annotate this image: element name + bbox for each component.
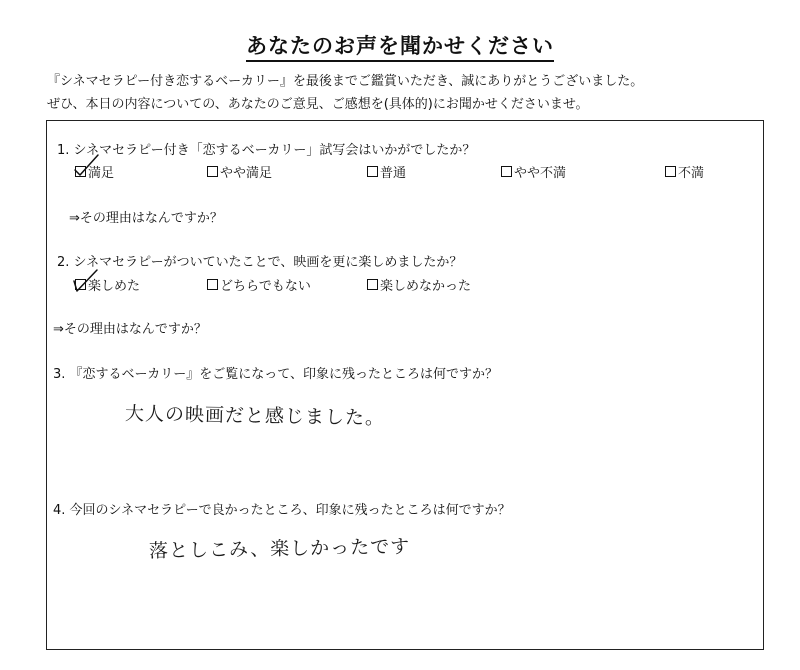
- checkbox[interactable]: [207, 166, 218, 177]
- survey-title: あなたのお声を聞かせください: [0, 30, 800, 60]
- checkbox[interactable]: [501, 166, 512, 177]
- intro-line-1: 『シネマセラピー付き恋するベーカリー』を最後までご鑑賞いただき、誠にありがとうございました。: [47, 74, 644, 89]
- q3-handwritten-answer: 大人の映画だと感じました。: [124, 402, 386, 430]
- q2-option-enjoyed[interactable]: 楽しめた: [75, 275, 140, 294]
- question-4: 4. 今回のシネマセラピーで良かったところ、印象に残ったところは何ですか？: [53, 503, 511, 518]
- question-2: 2. シネマセラピーがついていたことで、映画を更に楽しめましたか？: [57, 255, 463, 270]
- question-3: 3. 『恋するベーカリー』をご覧になって、印象に残ったところは何ですか？: [53, 367, 499, 382]
- checkbox[interactable]: [367, 279, 378, 290]
- q1-option-neutral[interactable]: 普通: [367, 162, 406, 181]
- check-mark-icon: [71, 267, 101, 293]
- q2-option-not-enjoyed[interactable]: 楽しめなかった: [367, 275, 471, 294]
- q1-option-dissatisfied[interactable]: 不満: [665, 162, 704, 181]
- question-1: 1. シネマセラピー付き「恋するベーカリー」試写会はいかがでしたか？: [57, 143, 476, 158]
- q1-option-somewhat-dissatisfied[interactable]: やや不満: [501, 162, 566, 181]
- checkbox[interactable]: [367, 166, 378, 177]
- check-mark-icon: [73, 153, 101, 177]
- q2-reason-prompt: ⇒その理由はなんですか？: [53, 322, 207, 337]
- checkbox[interactable]: [207, 279, 218, 290]
- intro-line-2: ぜひ、本日の内容についての、あなたのご意見、ご感想を(具体的)にお聞かせくださいませ。: [47, 97, 589, 112]
- q2-option-neither[interactable]: どちらでもない: [207, 275, 311, 294]
- q1-reason-prompt: ⇒その理由はなんですか？: [69, 211, 223, 226]
- q1-option-satisfied[interactable]: 満足: [75, 162, 114, 181]
- q4-handwritten-answer: 落としこみ、楽しかったです: [148, 535, 411, 563]
- survey-form: [46, 120, 764, 650]
- q1-option-somewhat-satisfied[interactable]: やや満足: [207, 162, 272, 181]
- checkbox[interactable]: [665, 166, 676, 177]
